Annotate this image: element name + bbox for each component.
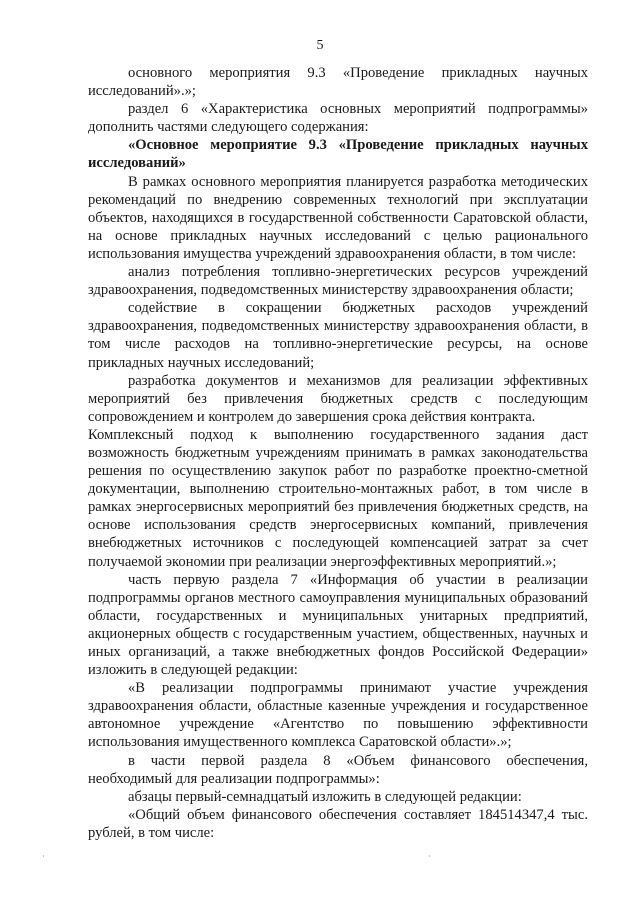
- scan-speck-left: ·: [42, 852, 45, 861]
- paragraph-section-7-amendment: часть первую раздела 7 «Информация об участии в реализации подпрограммы органов местного самоуправления муниципальных образований области, государственных и муниципальных унитарных предприятий, акционерных обществ с государственным участием, общественных, научных и иных организаций, а также внебюджетных фондов Российской Федерации» изложить в следующей редакции:: [88, 571, 588, 679]
- paragraph-list-item-documents: разработка документов и механизмов для реализации эффективных мероприятий без привлечения бюджетных средств с последующим сопровождением и контролем до завершения срока действия контракта.: [88, 372, 588, 425]
- paragraph-section-8-amendment: в части первой раздела 8 «Объем финансового обеспечения, необходимый для реализации подпрограммы»:: [88, 752, 588, 787]
- paragraph-section-6-amendment: раздел 6 «Характеристика основных мероприятий подпрограммы» дополнить частями следующего содержания:: [88, 101, 588, 136]
- document-body: [88, 64, 588, 842]
- paragraph-complex-approach: Комплексный подход к выполнению государственного задания даст возможность бюджетным учреждениям принимать в рамках законодательства решения по осуществлению закупок работ по разработке проектно-сметной документации, выполнению строительно-монтажных работ, в том числе в рамках энергосервисных мероприятий без привлечения бюджетных средств, на основе использования средств энергосервисных компаний, привлечения внебюджетных источников с последующей компенсацией затрат за счет получаемой экономии при реализации энергоэффективных мероприятий.»;: [88, 426, 588, 570]
- page-number: 5: [316, 38, 324, 53]
- paragraph-heading-measure-9-3: «Основное мероприятие 9.3 «Проведение прикладных научных исследований»: [88, 137, 588, 172]
- paragraph-measure-9-3-end: основного мероприятия 9.3 «Проведение прикладных научных исследований».»;: [88, 65, 588, 100]
- paragraph-paragraphs-1-17: абзацы первый-семнадцатый изложить в следующей редакции:: [128, 788, 522, 805]
- paragraph-total-funding: «Общий объем финансового обеспечения составляет 184514347,4 тыс. рублей, в том числе:: [88, 806, 588, 841]
- paragraph-participants: «В реализации подпрограммы принимают участие учреждения здравоохранения области, областные казенные учреждения и государственное автономное учреждение «Агентство по повышению эффективности использования имущественного комплекса Саратовской области».»;: [88, 680, 588, 751]
- paragraph-measure-description: В рамках основного мероприятия планируется разработка методических рекомендаций по внедрению современных технологий при эксплуатации объектов, находящихся в государственной собственности Саратовской области, на основе прикладных научных исследований с целью рационального использования имущества учреждений здравоохранения области, в том числе:: [88, 173, 588, 262]
- paragraph-list-item-reduction: содействие в сокращении бюджетных расходов учреждений здравоохранения, подведомственных министерству здравоохранения области, в том числе расходов на топливно-энергетические ресурсы, на основе прикладных научных исследований;: [88, 300, 588, 371]
- paragraph-list-item-analysis: анализ потребления топливно-энергетических ресурсов учреждений здравоохранения, подведомственных министерству здравоохранения области;: [88, 264, 588, 299]
- scan-speck-center: ·: [428, 852, 431, 861]
